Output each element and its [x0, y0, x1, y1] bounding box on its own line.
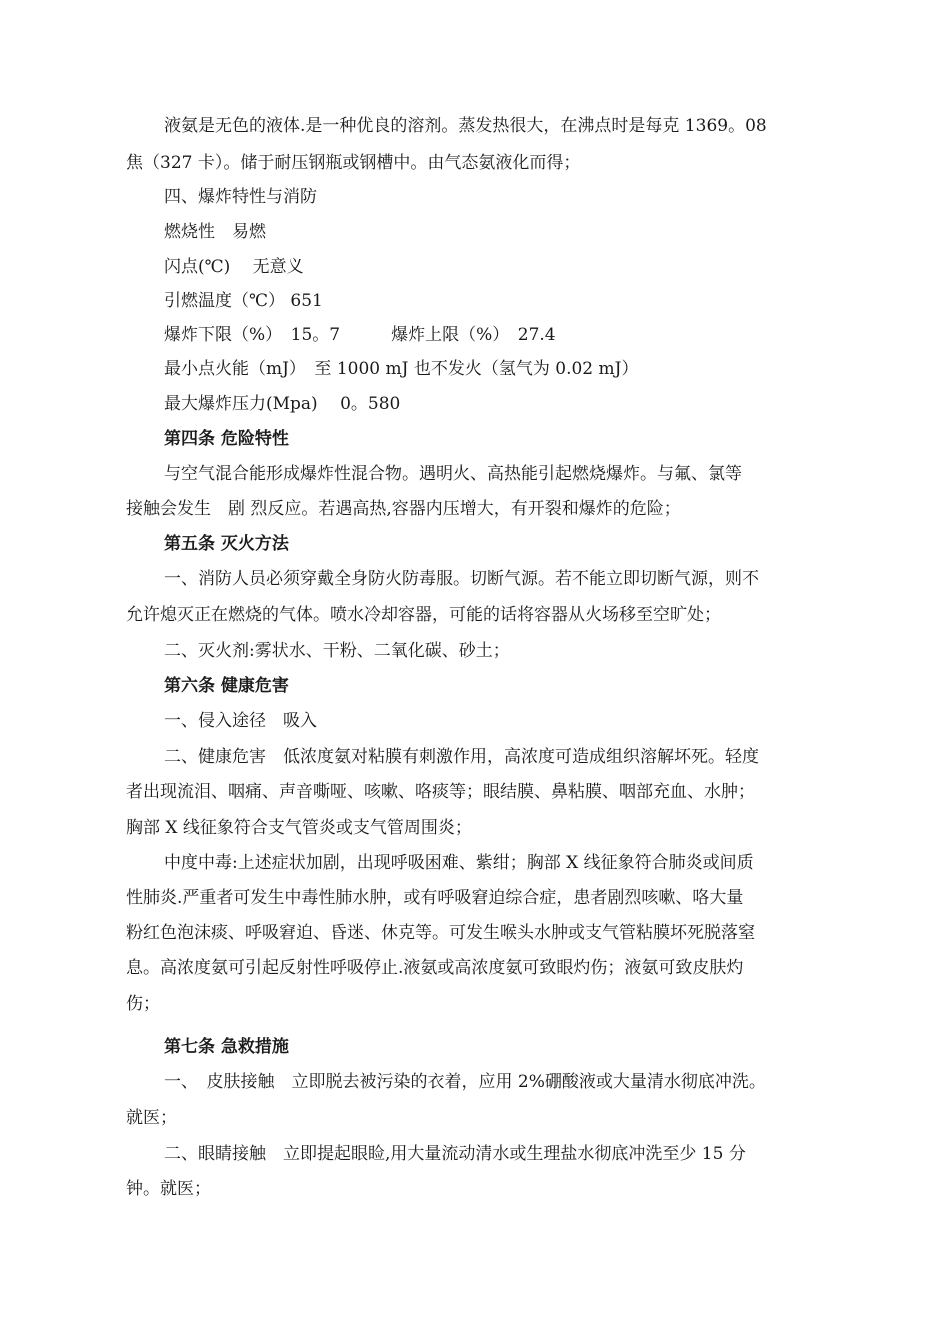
text-line: 中度中毒:上述症状加剧，出现呼吸困难、紫绀；胸部 X 线征象符合肺炎或间质: [164, 853, 754, 873]
text-line: 二、眼睛接触 立即提起眼睑,用大量流动清水或生理盐水彻底冲洗至少 15 分: [164, 1144, 746, 1164]
text-line: 一、侵入途径 吸入: [164, 711, 317, 731]
text-line: 允许熄灭正在燃烧的气体。喷水冷却容器，可能的话将容器从火场移至空旷处；: [126, 605, 721, 625]
text-line: 息。高浓度氨可引起反射性呼吸停止.液氨或高浓度氨可致眼灼伤；液氨可致皮肤灼: [126, 958, 744, 978]
text-line: 就医；: [126, 1108, 177, 1128]
text-line: 液氨是无色的液体.是一种优良的溶剂。蒸发热很大，在沸点时是每克 1369。08: [164, 116, 767, 136]
text-line: 钟。就医；: [126, 1179, 211, 1199]
article-heading: 第五条 灭火方法: [164, 534, 289, 554]
article-heading: 第六条 健康危害: [164, 676, 289, 696]
text-line: 一、消防人员必须穿戴全身防火防毒服。切断气源。若不能立即切断气源，则不: [164, 569, 759, 589]
text-line: 者出现流泪、咽痛、声音嘶哑、咳嗽、咯痰等；眼结膜、鼻粘膜、咽部充血、水肿；: [126, 782, 755, 802]
property-line: 爆炸下限（%） 15。7 爆炸上限（%） 27.4: [164, 325, 556, 345]
text-line: 二、健康危害 低浓度氨对粘膜有刺激作用，高浓度可造成组织溶解坏死。轻度: [164, 747, 759, 767]
text-line: 性肺炎.严重者可发生中毒性肺水肿，或有呼吸窘迫综合症，患者剧烈咳嗽、咯大量: [126, 888, 744, 908]
text-line: 焦（327 卡）。储于耐压钢瓶或钢槽中。由气态氨液化而得；: [126, 153, 581, 173]
text-line: 伤；: [126, 994, 160, 1014]
property-line: 闪点(℃) 无意义: [164, 257, 304, 277]
section-heading: 四、爆炸特性与消防: [164, 187, 317, 207]
text-line: 与空气混合能形成爆炸性混合物。遇明火、高热能引起燃烧爆炸。与氟、氯等: [164, 464, 742, 484]
property-line: 最大爆炸压力(Mpa) 0。580: [164, 394, 401, 414]
article-heading: 第四条 危险特性: [164, 429, 289, 449]
property-line: 引燃温度（℃） 651: [164, 291, 323, 311]
text-line: 一、 皮肤接触 立即脱去被污染的衣着，应用 2%硼酸液或大量清水彻底冲洗。: [164, 1072, 766, 1092]
property-line: 最小点火能（mJ） 至 1000 mJ 也不发火（氢气为 0.02 mJ）: [164, 359, 639, 379]
text-line: 胸部 X 线征象符合支气管炎或支气管周围炎；: [126, 818, 472, 838]
text-line: 二、灭火剂:雾状水、干粉、二氧化碳、砂土；: [164, 641, 510, 661]
text-line: 粉红色泡沫痰、呼吸窘迫、昏迷、休克等。可发生喉头水肿或支气管粘膜坏死脱落窒: [126, 923, 755, 943]
property-line: 燃烧性 易燃: [164, 222, 266, 242]
text-line: 接触会发生 剧 烈反应。若遇高热,容器内压增大，有开裂和爆炸的危险；: [126, 499, 681, 519]
article-heading: 第七条 急救措施: [164, 1037, 289, 1057]
